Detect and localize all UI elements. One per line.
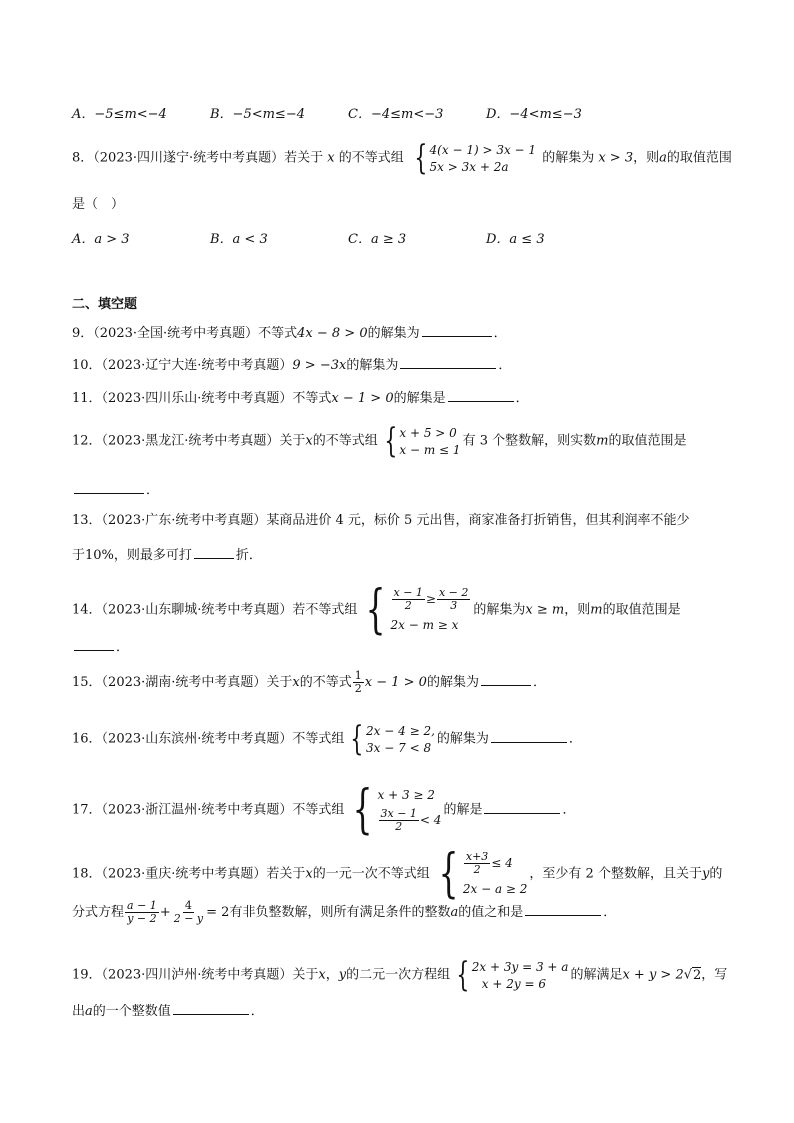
q14-system: { $\frac{x - 1}{2}$ ≥ $\frac{x - 2}{3}$ 2x − m ≥ x (359, 584, 471, 636)
q17 (72, 780, 576, 840)
q18-sys-row2: 2x − a ≥ 2 (462, 882, 528, 897)
q15-mid: 的不等式 (299, 675, 352, 690)
q12-suffix2: 的取值范围是 (608, 433, 687, 449)
q18-f2-den: 2 − y (173, 912, 204, 925)
q18-suffix2: 的 (709, 866, 723, 882)
q14-prefix: 14．（2023·山东聊城·统考中考真题）若不等式组 (72, 602, 358, 618)
q14-f2-num: x − 2 (438, 585, 469, 599)
q8-option-c[interactable]: C．a ≥ 3 (348, 232, 407, 247)
q19-sqrt: √2 (683, 967, 702, 983)
q15-suffix: 的解集为 (426, 675, 479, 690)
q19-sqrt-arg: 2 (693, 967, 702, 983)
q14-suffix: 的解集为 (473, 602, 526, 618)
q19-sys-row2: x + 2y = 6 (481, 976, 546, 991)
q15 (72, 670, 546, 695)
q14-f1-num: x − 1 (393, 585, 423, 599)
q17-end: ． (562, 802, 576, 818)
q8-sys-row2: 5x > 3x + 2a (429, 159, 509, 174)
q19-end: ． (250, 1004, 264, 1019)
q15-expr: x − 1 > 0 (364, 675, 427, 690)
q9 (72, 322, 507, 343)
q18-system: { $\frac{x+3}{2}$ ≤ 4 2x − a ≥ 2 (438, 844, 528, 904)
q18-prefix: 18．（2023·重庆·统考中考真题）若关于 (72, 866, 306, 882)
q19-sep: ， (325, 967, 339, 983)
q8-tail2: 的取值范围 (666, 150, 732, 166)
q16 (72, 719, 582, 759)
q14 (72, 580, 681, 640)
q18-var3: a (450, 905, 459, 920)
q16-system: { 2x − 4 ≥ 2, 3x − 7 < 8 (350, 719, 435, 759)
q18-eq: = 2 (206, 905, 230, 920)
q12-sys-row1: x + 5 > 0 (399, 425, 457, 440)
q14-answer-blank[interactable] (74, 636, 114, 651)
q19-line2 (72, 1000, 264, 1021)
q8-sys-row1: 4(x − 1) > 3x − 1 (429, 142, 537, 157)
q18-frac (464, 851, 490, 876)
q18-f2-num: 4 (184, 899, 192, 912)
q11-answer-blank[interactable] (448, 387, 514, 402)
q18-mid: 的一元一次不等式组 (312, 866, 430, 882)
q16-sys-row2: 3x − 7 < 8 (366, 740, 432, 755)
q19-prefix: 19．（2023·四川泸州·统考中考真题）关于 (72, 967, 319, 983)
q17-rel: < 4 (419, 813, 442, 828)
q14-line2 (72, 636, 129, 657)
q18-f1-den: y − 2 (127, 912, 157, 925)
q15-answer-blank[interactable] (481, 671, 531, 686)
q18-suffix: ，至少有 2 个整数解，且关于 (529, 866, 702, 882)
q17-prefix: 17．（2023·浙江温州·统考中考真题）不等式组 (72, 802, 345, 818)
q15-frac-num: 1 (354, 669, 362, 682)
q15-end: ． (532, 675, 546, 690)
q17-suffix: 的解是 (443, 802, 483, 818)
q15-prefix: 15．（2023·湖南·统考中考真题）关于 (72, 675, 293, 690)
q14-f2-den: 3 (450, 598, 458, 612)
q19-var: x (318, 967, 326, 983)
q18-frac-b (172, 900, 205, 925)
q7-option-a[interactable]: A．−5≤m<−4 (72, 107, 167, 122)
q12-answer-blank[interactable] (74, 479, 144, 494)
q8-mid: 的不等式组 (338, 150, 404, 166)
q19-line2a: 出 (72, 1004, 86, 1019)
q14-end: ． (116, 640, 130, 655)
q18-line2b: 有非负整数解，则所有满足条件的整数 (229, 905, 451, 920)
q18-plus: + (159, 905, 171, 920)
q10 (72, 354, 511, 375)
q12-suffix: 有 3 个整数解，则实数 (462, 433, 597, 449)
q16-answer-blank[interactable] (491, 728, 567, 743)
q18-line2 (72, 900, 616, 925)
q15-frac-den: 2 (354, 682, 362, 695)
q18-line2c: 的值之和是 (458, 905, 524, 920)
q18-end: ． (603, 905, 617, 920)
q10-answer-blank[interactable] (400, 354, 496, 369)
q11 (72, 387, 529, 408)
q8-after: 的解集为 (542, 150, 595, 166)
q19-var2: y (338, 967, 347, 983)
q12-system: { x + 5 > 0 x − m ≤ 1 (384, 421, 461, 461)
q17-system: { x + 3 ≥ 2 $\frac{3x - 1}{2}$ < 4 (353, 780, 442, 840)
q9-suffix: 的解集为 (367, 326, 420, 341)
q18-var: x (305, 866, 313, 882)
q15-frac (353, 670, 364, 695)
q8-option-b[interactable]: B．a < 3 (210, 232, 268, 247)
q14-ge: ≥ (425, 591, 436, 606)
q13-line2 (72, 544, 262, 565)
q17-sys-row1: x + 3 ≥ 2 (377, 787, 435, 802)
q18-line2a: 分式方程 (72, 905, 125, 920)
q19-line2b: 的一个整数值 (92, 1004, 171, 1019)
q19-mid: 的二元一次方程组 (346, 967, 451, 983)
q13-answer-blank[interactable] (194, 544, 234, 559)
q18-frac-a (125, 900, 159, 925)
q11-prefix: 11．（2023·四川乐山·统考中考真题）不等式 (72, 391, 332, 406)
q10-suffix: 的解集为 (346, 358, 399, 373)
q8-options (72, 228, 722, 246)
q9-prefix: 9．（2023·全国·统考中考真题）不等式 (72, 326, 298, 341)
q17-frac (379, 808, 419, 833)
q10-end: ． (498, 358, 512, 373)
q8-tail: ，则 (633, 150, 660, 166)
q14-sys-row2: 2x − m ≥ x (390, 618, 459, 633)
q18-f1-num: a − 1 (127, 899, 157, 912)
q16-end: ． (568, 731, 582, 747)
q17-frac-num: 3x − 1 (380, 807, 417, 821)
q8-prefix: 8．（2023·四川遂宁·统考中考真题）若关于 (72, 150, 324, 166)
q18-frac-den: 2 (473, 862, 481, 876)
q17-answer-blank[interactable] (484, 799, 560, 814)
q8-option-d[interactable]: D．a ≤ 3 (486, 232, 545, 247)
q9-end: ． (493, 326, 507, 341)
q12-sys-row2: x − m ≤ 1 (399, 442, 461, 457)
q8-cond: x > 3 (598, 150, 634, 166)
q12 (72, 421, 687, 461)
q10-prefix: 10．（2023·辽宁大连·统考中考真题） (72, 358, 293, 373)
q11-end: ． (515, 391, 529, 406)
q13-line2b: 折． (235, 548, 262, 563)
q14-tail2: 的取值范围是 (602, 602, 681, 618)
q12-var2: m (596, 433, 609, 449)
q14-var2: m (590, 602, 603, 618)
q11-suffix: 的解集是 (393, 391, 446, 406)
q12-line2 (72, 479, 159, 500)
q14-tail: ，则 (564, 602, 591, 618)
q8-line2: 是（ ） (72, 197, 125, 212)
q9-expr: 4x − 8 > 0 (297, 326, 368, 341)
q12-prefix: 12．（2023·黑龙江·统考中考真题）关于 (72, 433, 306, 449)
q18-frac-num: x+3 (465, 849, 489, 863)
q19-cond: x + y > 2 (622, 967, 684, 983)
q8-option-a[interactable]: A．a > 3 (72, 232, 130, 247)
q16-sys-row1: 2x − 4 ≥ 2, (366, 723, 435, 738)
q19-suffix: 的解满足 (570, 967, 623, 983)
q7-option-d[interactable]: D．−4<m≤−3 (486, 107, 582, 122)
q19-answer-blank[interactable] (173, 1000, 249, 1015)
q18-rel: ≤ 4 (491, 855, 513, 870)
q18-var2: y (701, 866, 710, 882)
q16-prefix: 16．（2023·山东滨州·统考中考真题）不等式组 (72, 731, 345, 747)
q14-frac2 (437, 587, 470, 612)
q8-stem (72, 138, 732, 178)
q15-var: x (292, 675, 300, 690)
q14-cond: x ≥ m (525, 602, 565, 618)
q14-frac1 (392, 587, 425, 612)
q17-sys-row2 (378, 808, 442, 833)
q13-line2a: 于10%，则最多可打 (72, 548, 192, 563)
q8-var2: a (659, 150, 667, 166)
q13-line1: 13．（2023·广东·统考中考真题）某商品进价 4 元，标价 5 元出售，商家准备打折销售，但其利润率不能少 (72, 513, 690, 528)
q19 (72, 955, 728, 995)
q14-f1-den: 2 (404, 598, 412, 612)
q19-var3: a (85, 1004, 93, 1019)
q17-frac-den: 2 (395, 820, 403, 834)
section-title: 二、填空题 (72, 297, 138, 312)
q7-option-c[interactable]: C．−4≤m<−3 (348, 107, 444, 122)
q9-answer-blank[interactable] (422, 322, 492, 337)
q18-answer-blank[interactable] (525, 901, 601, 916)
q7-options (72, 103, 722, 121)
q16-suffix: 的解集为 (436, 731, 489, 747)
q10-expr: 9 > −3x (292, 358, 347, 373)
q19-sys-row1: 2x + 3y = 3 + a (471, 959, 569, 974)
q12-mid: 的不等式组 (312, 433, 378, 449)
q11-expr: x − 1 > 0 (331, 391, 394, 406)
q18 (72, 844, 723, 904)
q12-var: x (305, 433, 313, 449)
q18-sys-row1 (463, 851, 528, 876)
q14-sys-row1 (391, 587, 472, 612)
q12-end: ． (146, 483, 160, 498)
q19-tail: ，写 (701, 967, 728, 983)
q19-system: { 2x + 3y = 3 + a x + 2y = 6 (456, 955, 569, 995)
q8-system: { 4(x − 1) > 3x − 1 5x > 3x + 2a (414, 138, 537, 178)
q7-option-b[interactable]: B．−5<m≤−4 (210, 107, 305, 122)
q8-var: x (327, 150, 335, 166)
